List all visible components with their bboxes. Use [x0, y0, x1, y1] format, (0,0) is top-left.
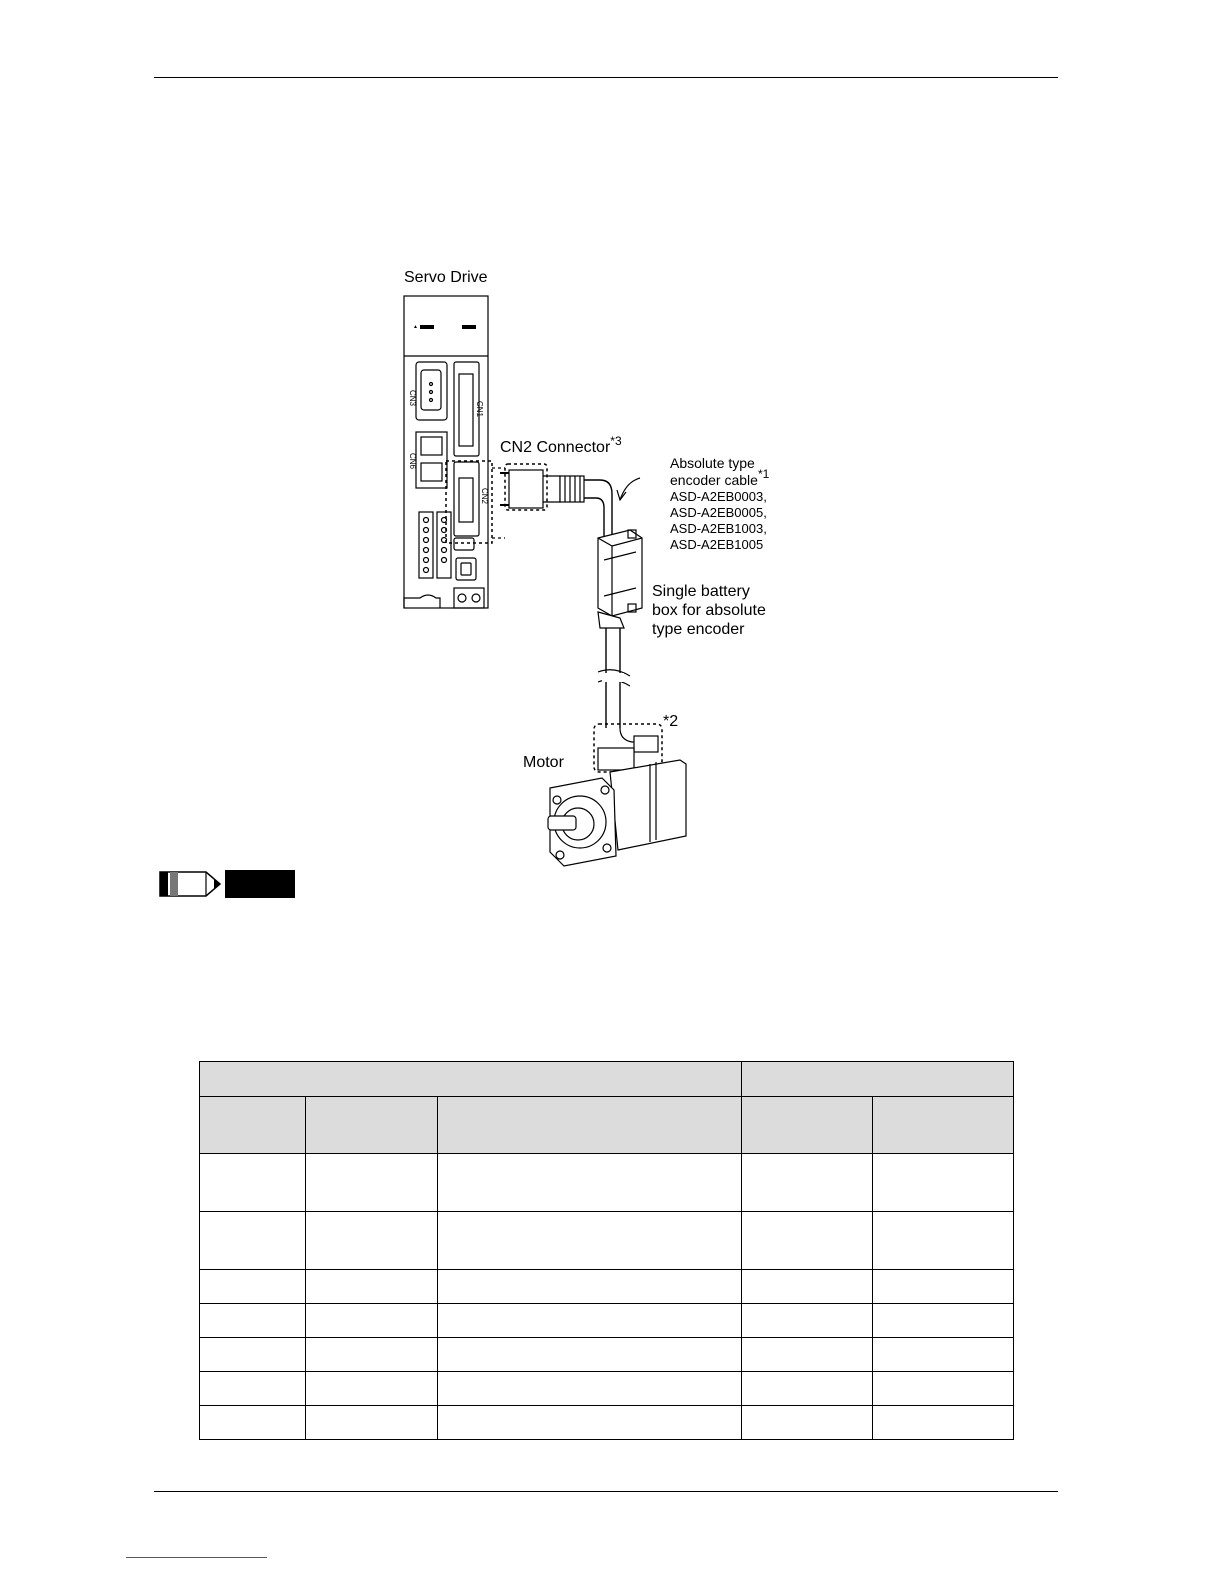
table-cell	[438, 1406, 742, 1440]
table-cell	[873, 1372, 1014, 1406]
table-cell	[742, 1304, 873, 1338]
table-header-cell	[873, 1097, 1014, 1154]
cn2-connector-illustration	[500, 464, 584, 510]
table-cell	[306, 1270, 438, 1304]
cn2-connector-text: CN2 Connector	[500, 439, 611, 456]
motor-label: Motor	[523, 754, 564, 771]
table-cell	[438, 1338, 742, 1372]
table-cell	[306, 1212, 438, 1270]
cable-model-3: ASD-A2EB1003,	[670, 521, 767, 536]
cn2-connector-label	[500, 434, 622, 457]
cable-model-1: ASD-A2EB0003,	[670, 489, 767, 504]
table-cell	[873, 1154, 1014, 1212]
table-cell	[742, 1270, 873, 1304]
battery-box-label-2: box for absolute	[652, 602, 766, 619]
spec-table	[199, 1061, 1014, 1440]
motor-illustration	[548, 724, 686, 866]
table-cell	[200, 1304, 306, 1338]
table-cell	[742, 1406, 873, 1440]
svg-text:▲: ▲	[413, 324, 418, 330]
table-cell	[438, 1372, 742, 1406]
table-cell	[742, 1154, 873, 1212]
table-cell	[873, 1338, 1014, 1372]
table-header-cell	[306, 1097, 438, 1154]
table-row	[200, 1372, 1014, 1406]
table-header-cell	[742, 1062, 1014, 1097]
motor-footnote: *2	[663, 713, 679, 730]
table-cell	[306, 1154, 438, 1212]
svg-text:CN3: CN3	[408, 390, 417, 407]
svg-text:CN1: CN1	[475, 401, 484, 418]
cable-label-line2	[670, 467, 770, 488]
table-cell	[873, 1304, 1014, 1338]
table-header-cell	[200, 1062, 742, 1097]
table-cell	[306, 1406, 438, 1440]
footer-rule	[154, 1491, 1058, 1492]
svg-text:CN6: CN6	[408, 453, 417, 470]
cn2-connector-footnote: *3	[610, 434, 622, 448]
table-row	[200, 1304, 1014, 1338]
table-header-row	[200, 1062, 1014, 1097]
table-cell	[742, 1212, 873, 1270]
svg-text:CN2: CN2	[480, 488, 489, 505]
table-row	[200, 1338, 1014, 1372]
table-cell	[438, 1304, 742, 1338]
table-cell	[438, 1154, 742, 1212]
footer-link-underline[interactable]	[126, 1557, 267, 1558]
table-row	[200, 1154, 1014, 1212]
table-cell	[438, 1212, 742, 1270]
cable-model-2: ASD-A2EB0005,	[670, 505, 767, 520]
table-subheader-row	[200, 1097, 1014, 1154]
table-row	[200, 1270, 1014, 1304]
table-cell	[873, 1270, 1014, 1304]
table-cell	[306, 1372, 438, 1406]
table-cell	[200, 1406, 306, 1440]
servo-drive-label: Servo Drive	[404, 269, 488, 286]
cable-label-line1: Absolute type	[670, 455, 755, 471]
table-cell	[438, 1270, 742, 1304]
table-cell	[306, 1304, 438, 1338]
table-cell	[306, 1338, 438, 1372]
battery-box-label-3: type encoder	[652, 621, 745, 638]
cable-footnote: *1	[757, 467, 770, 481]
table-cell	[742, 1372, 873, 1406]
cable-label-text: encoder cable	[670, 472, 758, 488]
servo-drive-illustration	[404, 296, 489, 608]
battery-box-label-1: Single battery	[652, 583, 750, 600]
table-cell	[200, 1154, 306, 1212]
table-cell	[200, 1372, 306, 1406]
table-cell	[200, 1270, 306, 1304]
cable-model-4: ASD-A2EB1005	[670, 537, 764, 552]
battery-box-illustration	[598, 530, 642, 628]
table-cell	[873, 1212, 1014, 1270]
table-cell	[742, 1338, 873, 1372]
table-header-cell	[742, 1097, 873, 1154]
table-row	[200, 1406, 1014, 1440]
table-header-cell	[438, 1097, 742, 1154]
table-header-cell	[200, 1097, 306, 1154]
table-row	[200, 1212, 1014, 1270]
table-cell	[873, 1406, 1014, 1440]
table-cell	[200, 1338, 306, 1372]
note-pencil-icon	[158, 868, 298, 900]
table-cell	[200, 1212, 306, 1270]
